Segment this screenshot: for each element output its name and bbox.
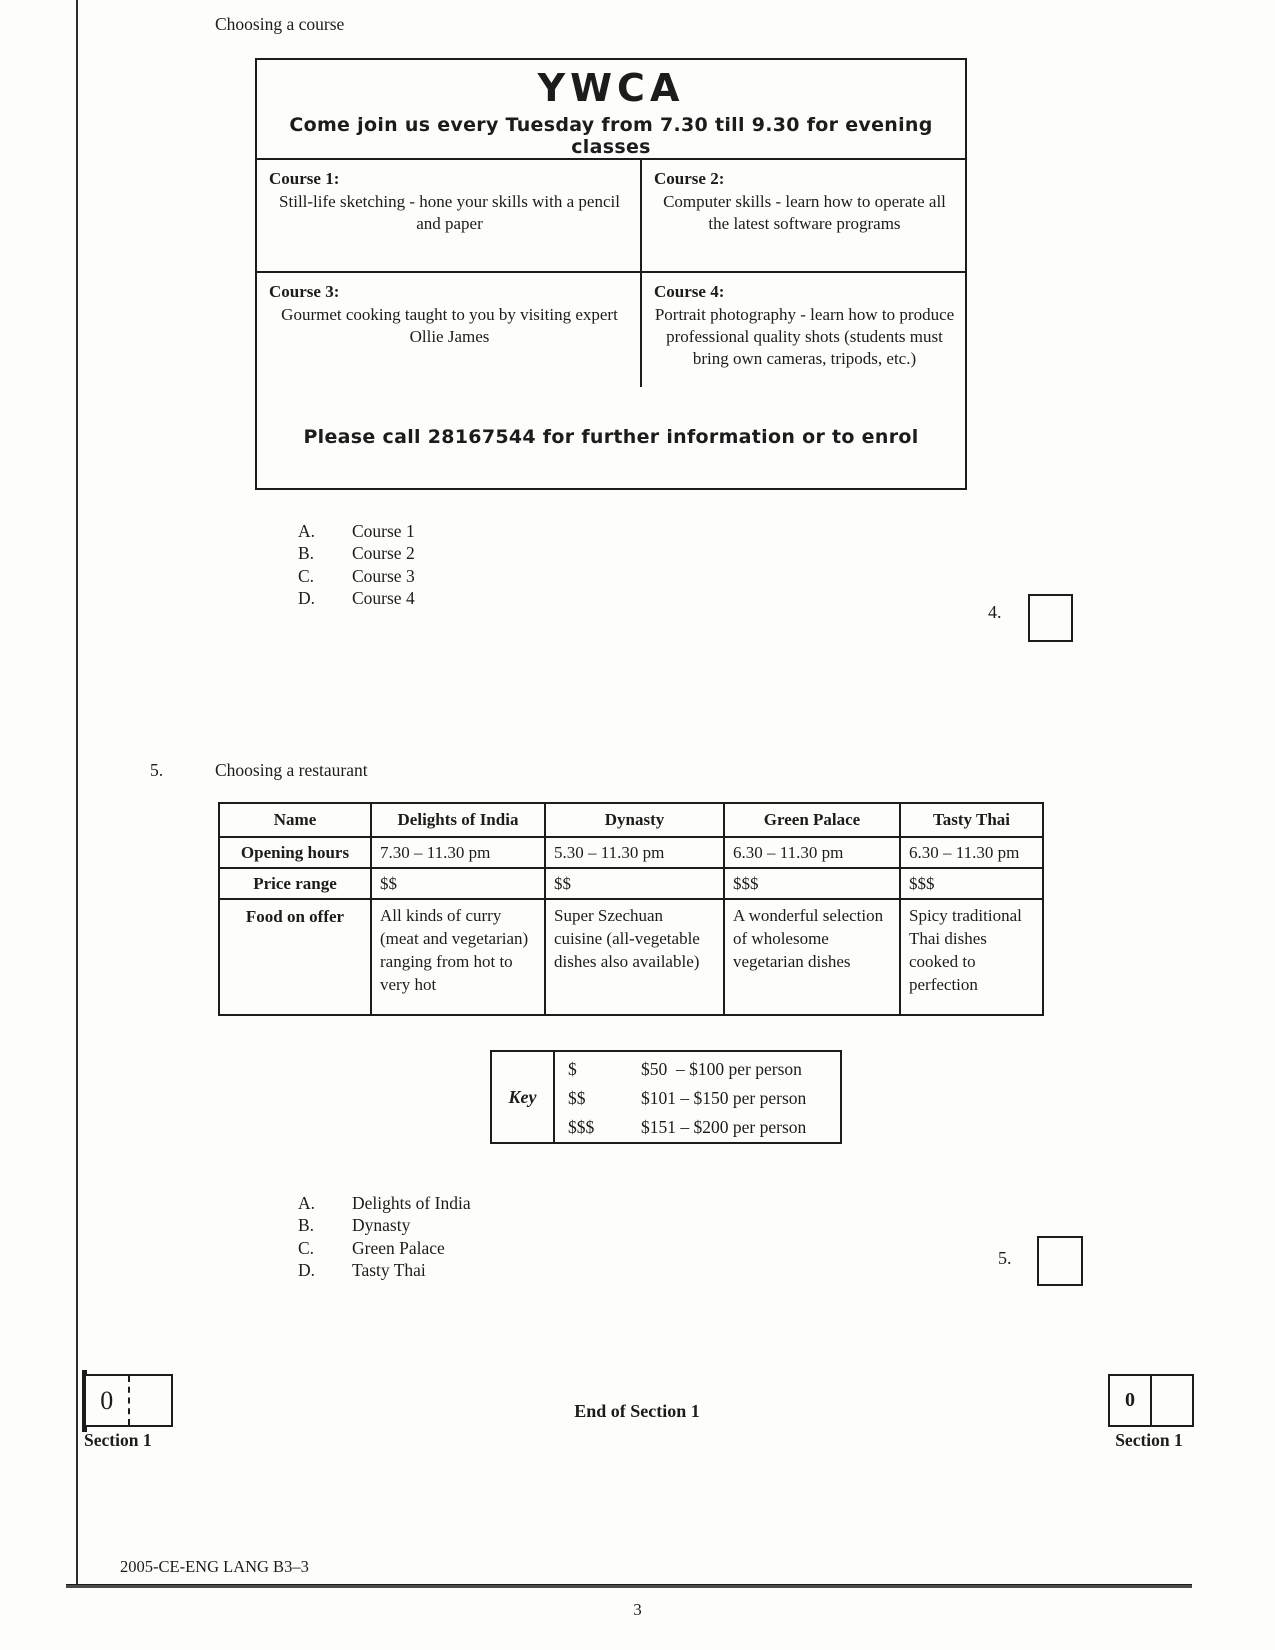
left-margin-rule <box>76 0 78 1586</box>
table-cell: 7.30 – 11.30 pm <box>371 837 545 868</box>
course-3-cell <box>257 273 642 387</box>
key-label: Key <box>492 1052 555 1142</box>
option-c <box>298 1238 471 1260</box>
col-header: Dynasty <box>545 803 724 837</box>
question-5-number-heading: 5. <box>150 760 164 780</box>
course-3-desc: Gourmet cooking taught to you by visiting expert Ollie James <box>281 305 618 347</box>
score-cell-zero: 0 <box>1110 1376 1152 1425</box>
table-header-row <box>219 803 1043 837</box>
section-label-left: Section 1 <box>84 1430 152 1450</box>
option-letter: D. <box>298 1260 316 1281</box>
key-range: $151 – $200 per person <box>641 1117 807 1137</box>
ad-call-line: Please call 28167544 for further information or to enrol <box>303 425 919 448</box>
table-cell: All kinds of curry (meat and vegetarian) ranging from hot to very hot <box>371 899 545 1015</box>
col-header: Name <box>219 803 371 837</box>
row-label: Food on offer <box>219 899 371 1015</box>
question-4-topic: Choosing a course <box>215 14 345 34</box>
option-letter: C. <box>298 1237 315 1258</box>
option-a <box>298 521 415 543</box>
ad-subtitle: Come join us every Tuesday from 7.30 till 9.30 for evening classes <box>289 114 933 158</box>
course-2-desc: Computer skills - learn how to operate all the latest software programs <box>663 192 946 234</box>
ad-header <box>257 66 965 160</box>
option-text: Course 1 <box>352 521 415 541</box>
key-entries <box>555 1052 840 1142</box>
option-letter: C. <box>298 565 315 586</box>
option-text: Green Palace <box>352 1237 445 1258</box>
table-cell: A wonderful selection of wholesome vegetarian dishes <box>724 899 900 1015</box>
col-header: Tasty Thai <box>900 803 1043 837</box>
option-text: Tasty Thai <box>352 1260 426 1281</box>
option-a <box>298 1193 471 1215</box>
question-5-topic: Choosing a restaurant <box>215 760 368 780</box>
table-cell: 6.30 – 11.30 pm <box>900 837 1043 868</box>
score-cell-zero: 0 <box>86 1376 130 1425</box>
footer-rule <box>66 1584 1192 1588</box>
option-text: Course 4 <box>352 588 415 609</box>
price-key <box>490 1050 842 1144</box>
key-range: $101 – $150 per person <box>641 1088 807 1108</box>
key-entry <box>555 1113 840 1142</box>
course-4-label: Course 4: <box>654 282 725 301</box>
option-d <box>298 588 415 610</box>
score-cell-blank[interactable] <box>130 1376 172 1425</box>
end-of-section-text: End of Section 1 <box>574 1401 700 1421</box>
course-3-label: Course 3: <box>269 282 340 301</box>
question-5-number: 5. <box>998 1248 1012 1268</box>
table-cell: $$$ <box>724 868 900 899</box>
table-row-opening-hours <box>219 837 1043 868</box>
table-row-food-on-offer <box>219 899 1043 1015</box>
row-label: Price range <box>219 868 371 899</box>
option-text: Dynasty <box>352 1215 411 1236</box>
table-cell: $$ <box>545 868 724 899</box>
row-label: Opening hours <box>219 837 371 868</box>
key-range: $50 – $100 per person <box>641 1059 802 1079</box>
option-b <box>298 1215 471 1237</box>
option-text: Course 3 <box>352 565 415 586</box>
option-letter: B. <box>298 543 315 564</box>
option-letter: A. <box>298 521 316 541</box>
course-2-cell <box>642 160 965 273</box>
section-label-right: Section 1 <box>1115 1430 1183 1450</box>
ywca-advertisement <box>255 58 967 490</box>
course-1-cell <box>257 160 642 273</box>
course-1-desc: Still-life sketching - hone your skills with a pencil and paper <box>279 192 620 234</box>
col-header: Delights of India <box>371 803 545 837</box>
table-cell: 5.30 – 11.30 pm <box>545 837 724 868</box>
question-4-options <box>298 521 415 611</box>
option-letter: A. <box>298 1193 316 1213</box>
option-b <box>298 543 415 565</box>
key-symbol: $$ <box>568 1088 586 1108</box>
course-2-label: Course 2: <box>654 169 725 188</box>
option-text: Course 2 <box>352 543 415 564</box>
exam-paper-code: 2005-CE-ENG LANG B3–3 <box>120 1557 309 1576</box>
table-cell: Spicy traditional Thai dishes cooked to perfection <box>900 899 1043 1015</box>
option-text: Delights of India <box>352 1193 471 1213</box>
course-1-label: Course 1: <box>269 169 340 188</box>
option-d <box>298 1260 471 1282</box>
question-4-number: 4. <box>988 602 1002 622</box>
restaurant-table <box>218 802 1044 1016</box>
option-letter: B. <box>298 1215 315 1236</box>
option-c <box>298 566 415 588</box>
question-5-answer-box[interactable] <box>1037 1236 1083 1286</box>
table-cell: 6.30 – 11.30 pm <box>724 837 900 868</box>
question-4-answer-box[interactable] <box>1028 594 1073 642</box>
course-4-cell <box>642 273 965 387</box>
course-4-desc: Portrait photography - learn how to produce professional quality shots (students must bring own cameras, tripods, etc.) <box>654 305 955 369</box>
table-cell: Super Szechuan cuisine (all-vegetable dishes also available) <box>545 899 724 1015</box>
table-row-price-range <box>219 868 1043 899</box>
col-header: Green Palace <box>724 803 900 837</box>
table-cell: $$ <box>371 868 545 899</box>
section-score-box-left <box>84 1374 173 1427</box>
page-number: 3 <box>633 1600 642 1619</box>
key-entry <box>555 1055 840 1084</box>
key-symbol: $$$ <box>568 1117 595 1137</box>
section-score-box-right <box>1108 1374 1194 1427</box>
ad-title: YWCA <box>537 66 685 110</box>
question-5-options <box>298 1193 471 1283</box>
score-cell-blank[interactable] <box>1152 1376 1192 1425</box>
ad-course-grid <box>257 160 965 387</box>
option-letter: D. <box>298 588 316 609</box>
table-cell: $$$ <box>900 868 1043 899</box>
key-entry <box>555 1084 840 1113</box>
key-symbol: $ <box>568 1059 577 1079</box>
